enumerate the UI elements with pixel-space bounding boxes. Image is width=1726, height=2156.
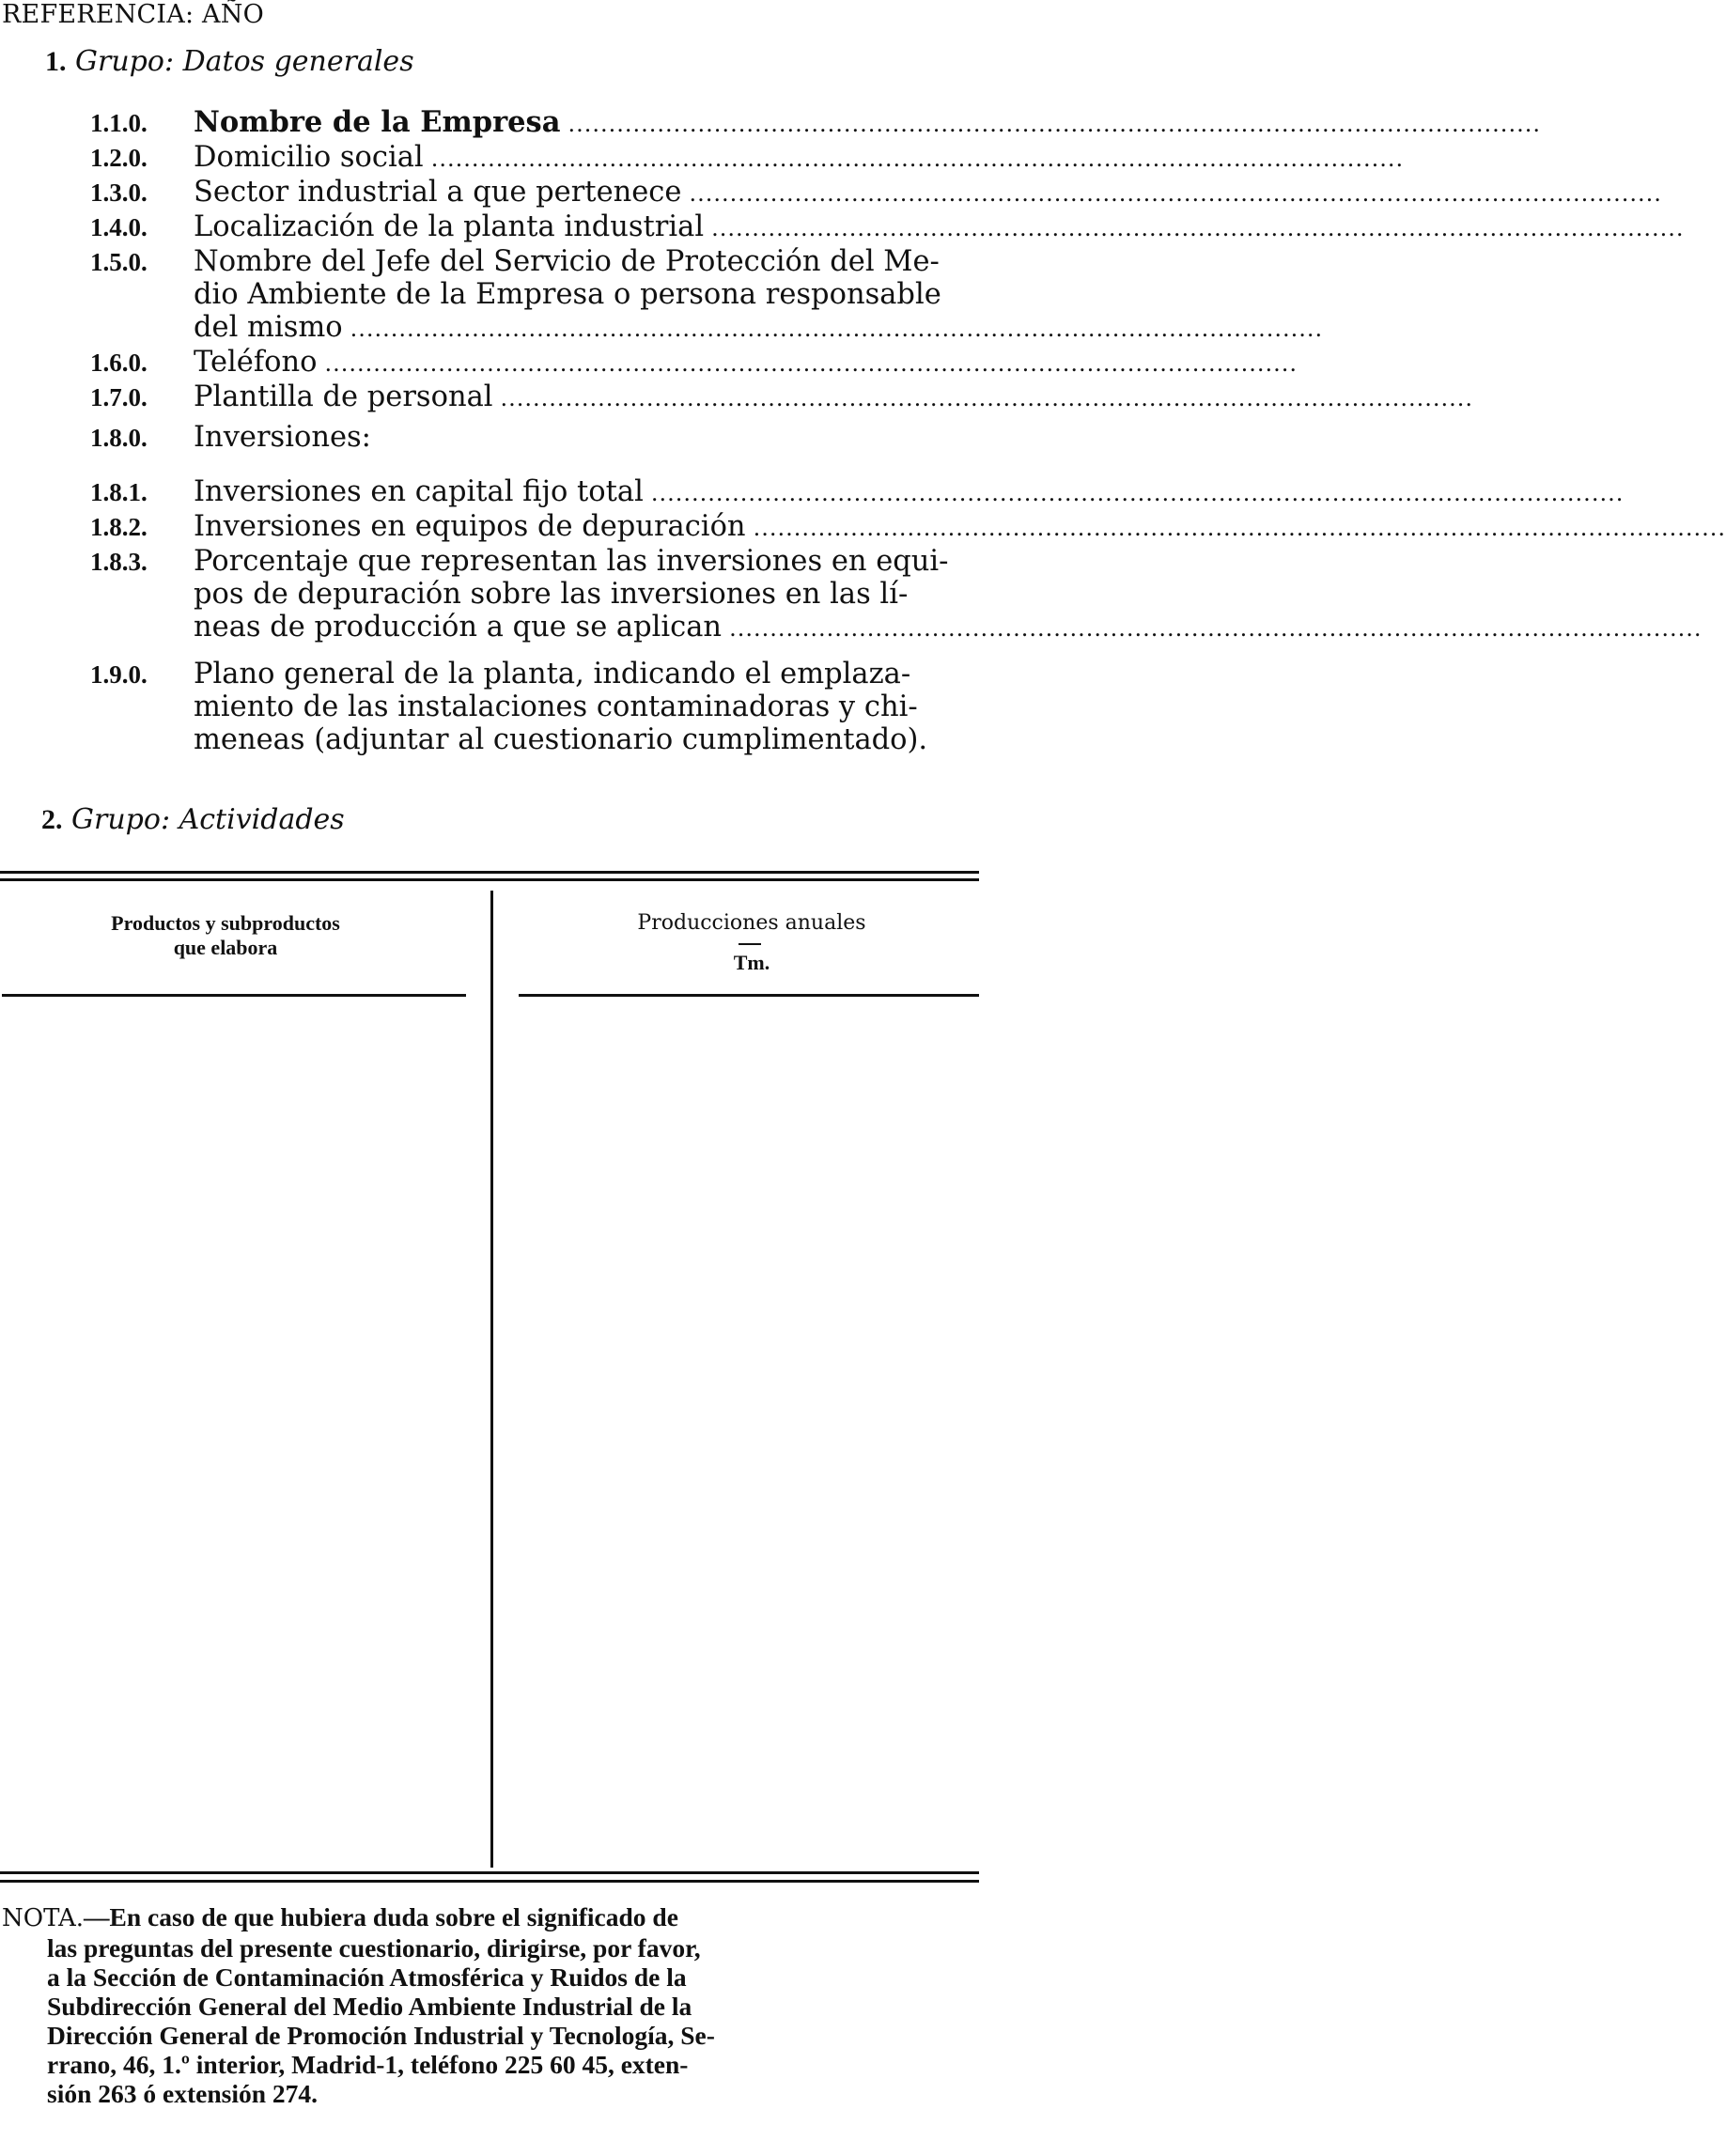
item-code: 1.4.0. xyxy=(90,213,148,241)
list-item xyxy=(90,105,1541,141)
column-header-line: que elabora xyxy=(173,936,278,959)
leader-dots: ........................................................................................................................ xyxy=(689,180,1662,207)
note-line: rrano, 46, 1.º interior, Madrid-1, teléfono 225 60 45, exten- xyxy=(47,2050,689,2079)
table-bottom-rule-2 xyxy=(0,1880,979,1883)
column-header-production xyxy=(554,911,949,936)
item-text: Localización de la planta industrial xyxy=(194,210,705,243)
investments-list xyxy=(90,475,1726,645)
item-text-line: meneas (adjuntar al cuestionario cumplimentado). xyxy=(194,723,928,756)
item-code: 1.1.0. xyxy=(90,109,148,137)
item-text-line: miento de las instalaciones contaminadoras y chi- xyxy=(194,690,918,723)
unit-label: Tm. xyxy=(733,951,770,974)
reference-line: REFERENCIA: AÑO xyxy=(2,0,264,29)
list-item xyxy=(90,475,1625,510)
item-text: Inversiones en capital fijo total xyxy=(194,475,644,508)
note-line: a la Sección de Contaminación Atmosférica y Ruidos de la xyxy=(47,1962,687,1992)
group1-word: Grupo: xyxy=(75,45,175,78)
group2-number: 2. xyxy=(41,804,63,835)
item-text: Nombre de la Empresa xyxy=(194,105,561,139)
note-line: las preguntas del presente cuestionario, dirigirse, por favor, xyxy=(47,1933,701,1962)
table-top-rule-2 xyxy=(0,878,979,881)
list-item xyxy=(90,510,1726,545)
note-line: Subdirección General del Medio Ambiente Industrial de la xyxy=(47,1992,692,2021)
item-code: 1.7.0. xyxy=(90,383,148,411)
leader-dots: ........................................................................................................................ xyxy=(729,615,1703,642)
item-text-line: del mismo xyxy=(194,311,343,344)
group2-title: Actividades xyxy=(179,803,345,836)
leader-dots: ........................................................................................................................ xyxy=(324,350,1298,377)
item-text-line: Nombre del Jefe del Servicio de Protección del Me- xyxy=(194,245,940,278)
item-code: 1.9.0. xyxy=(90,660,148,689)
item-text-line: Plano general de la planta, indicando el emplaza- xyxy=(194,658,911,690)
item-text-line: Porcentaje que representan las inversiones en equi- xyxy=(194,545,949,578)
item-text-line: neas de producción a que se aplican xyxy=(194,611,723,644)
item-text: Domicilio social xyxy=(194,141,424,174)
item-code: 1.3.0. xyxy=(90,178,148,207)
general-data-list xyxy=(90,105,1685,415)
item-text: Teléfono xyxy=(194,346,318,379)
item-code: 1.8.3. xyxy=(90,548,148,576)
table-top-rule xyxy=(0,871,979,874)
column-header-line: Producciones anuales xyxy=(637,911,866,935)
note-line: sión 263 ó extensión 274. xyxy=(47,2079,319,2108)
leader-dots: ........................................................................................................................ xyxy=(430,146,1405,172)
list-item xyxy=(90,176,1662,210)
list-item xyxy=(90,141,1405,176)
leader-dots: ........................................................................................................................ xyxy=(350,316,1324,342)
leader-dots: ........................................................................................................................ xyxy=(711,215,1685,241)
unit-bar xyxy=(739,943,761,945)
item-text: Plantilla de personal xyxy=(194,380,493,413)
list-item xyxy=(90,658,983,756)
list-item xyxy=(90,210,1685,245)
column-header-line: Productos y subproductos xyxy=(111,911,340,935)
column-header-underline xyxy=(519,994,979,997)
group2-word: Grupo: xyxy=(71,803,171,836)
item-text: Inversiones en equipos de depuración xyxy=(194,510,746,543)
note-label: NOTA. xyxy=(2,1904,85,1932)
group1-heading xyxy=(45,45,414,78)
column-divider xyxy=(490,891,493,1868)
item-text-line: pos de depuración sobre las inversiones en las lí- xyxy=(194,578,909,611)
group1-title: Datos generales xyxy=(182,45,414,78)
note-paragraph xyxy=(2,1902,979,2108)
leader-dots: ........................................................................................................................ xyxy=(568,111,1541,137)
item-text: Sector industrial a que pertenece xyxy=(194,176,682,209)
list-item xyxy=(90,346,1298,380)
group1-number: 1. xyxy=(45,46,67,77)
leader-dots: ........................................................................................................................ xyxy=(650,480,1625,506)
note-line: Dirección General de Promoción Industrial y Tecnología, Se- xyxy=(47,2021,715,2050)
item-code: 1.6.0. xyxy=(90,349,148,377)
list-item xyxy=(90,421,983,455)
item-code: 1.8.1. xyxy=(90,478,148,506)
investments-heading-row xyxy=(90,421,983,455)
column-header-products xyxy=(38,911,413,960)
list-item xyxy=(90,545,1703,645)
item-code: 1.5.0. xyxy=(90,248,148,276)
plan-item xyxy=(90,658,983,756)
leader-dots: ........................................................................................................................ xyxy=(753,515,1726,541)
list-item xyxy=(90,380,1473,415)
item-code: 1.2.0. xyxy=(90,144,148,172)
group2-heading xyxy=(41,803,345,836)
column-header-underline xyxy=(2,994,466,997)
item-text-line: dio Ambiente de la Empresa o persona responsable xyxy=(194,278,941,311)
note-line: —En caso de que hubiera duda sobre el significado de xyxy=(84,1902,678,1931)
list-item xyxy=(90,245,1324,346)
table-bottom-rule xyxy=(0,1871,979,1874)
item-code: 1.8.0. xyxy=(90,424,148,452)
item-text: Inversiones: xyxy=(194,421,371,454)
item-code: 1.8.2. xyxy=(90,513,148,541)
leader-dots: ........................................................................................................................ xyxy=(500,385,1473,411)
